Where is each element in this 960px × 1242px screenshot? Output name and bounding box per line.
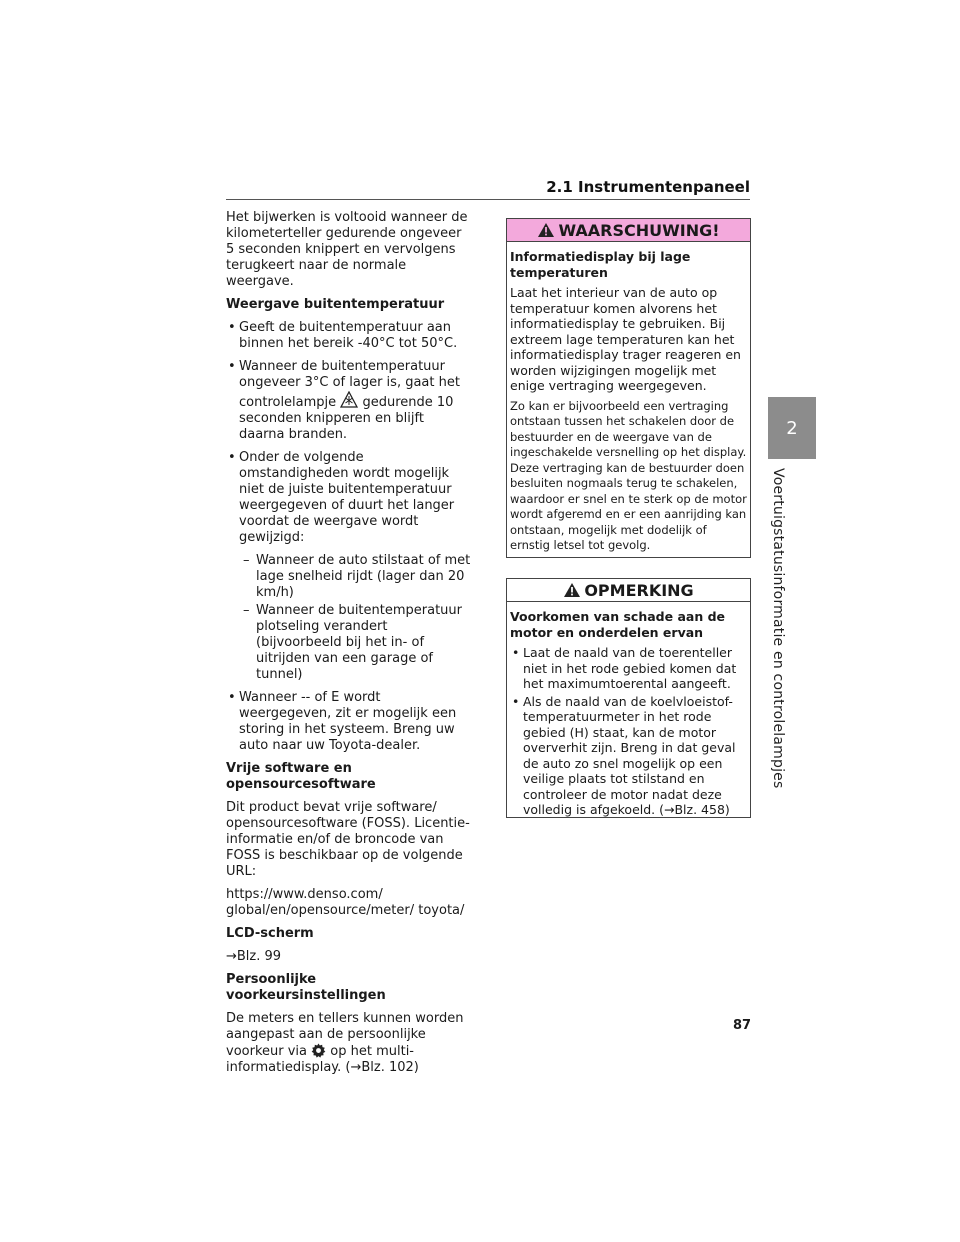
chapter-side-label: Voertuigstatusinformatie en controlelampjes [770,468,786,789]
page-number: 87 [733,1018,752,1033]
warning-box-header [507,219,750,242]
note-box [506,578,751,818]
list-item: • Geeft de buitentemperatuur aan binnen het bereik -40°C tot 50°C. [226,320,471,352]
section-title: 2.1 Instrumentenpaneel [546,178,750,196]
ice-warning-icon [340,391,358,409]
warning-paragraph: Laat het interieur van de auto op temperatuur komen alvorens het informatiedisplay te gebruiken. Bij extreem lage temperaturen kan het informatiedisplay trager reageren en worden wijzigingen mogelijk met enige vertraging weergegeven. [510,285,741,393]
chapter-number: 2 [786,417,798,439]
list-item: • Als de naald van de koelvloeistof-temperatuurmeter in het rode gebied (H) staat, kan de motor oververhit zijn. Breng in dat geval de auto zo snel mogelijk op een veilige plaats tot stilstand en controleer de motor nadat deze volledig is afgekoeld. (→Blz. 458) [510,694,747,818]
caution-triangle-icon [563,582,581,598]
foss-heading: Vrije software en opensourcesoftware [226,761,376,792]
header-divider [226,199,750,200]
preferences-paragraph: De meters en tellers kunnen worden aangepast aan de persoonlijke voorkeur via op het multi-informatiedisplay. (→Blz. 102) [226,1011,464,1075]
warning-box [506,218,751,558]
foss-url[interactable]: https://www.denso.com/ global/en/opensource/meter/ toyota/ [226,887,465,918]
left-column [226,210,471,1083]
gear-icon [311,1043,326,1058]
outside-temp-heading: Weergave buitentemperatuur [226,297,445,312]
intro-paragraph: Het bijwerken is voltooid wanneer de kilometerteller gedurende ongeveer 5 seconden knippert en vervolgens terugkeert naar de normale weergave. [226,210,468,289]
chapter-tab[interactable] [768,397,816,459]
sub-list-item: – Wanneer de buitentemperatuur plotseling verandert (bijvoorbeeld bij het in- of uitrijden van een garage of tunnel) [226,603,471,683]
warning-heading: Informatiedisplay bij lage temperaturen [510,249,691,280]
list-item: • Laat de naald van de toerenteller niet in het rode gebied komen dat het maximumtoerental aangeeft. [510,645,747,692]
list-item: • Wanneer -- of E wordt weergegeven, zit er mogelijk een storing in het systeem. Breng uw auto naar uw Toyota-dealer. [226,690,471,754]
foss-paragraph: Dit product bevat vrije software/ opensourcesoftware (FOSS). Licentie-informatie en/of de broncode van FOSS is beschikbaar op de volgende URL: [226,800,470,879]
lcd-heading: LCD-scherm [226,926,314,941]
lcd-page-reference[interactable]: →Blz. 99 [226,949,282,964]
note-box-header [507,579,750,602]
preferences-heading: Persoonlijke voorkeursinstellingen [226,972,386,1003]
sub-list-item: – Wanneer de auto stilstaat of met lage snelheid rijdt (lager dan 20 km/h) [226,553,471,601]
list-item: • Onder de volgende omstandigheden wordt mogelijk niet de juiste buitentemperatuur weergegeven of duurt het langer voordat de weergave wordt gewijzigd: [226,450,471,546]
note-heading: Voorkomen van schade aan de motor en onderdelen ervan [510,609,725,640]
warning-title: WAARSCHUWING! [558,220,720,240]
note-title: OPMERKING [584,580,694,600]
list-item: • Wanneer de buitentemperatuur ongeveer 3°C of lager is, gaat het controlelampje gedurende 10 seconden knipperen en blijft daarna branden. [226,359,471,443]
warning-paragraph: Zo kan er bijvoorbeeld een vertraging ontstaan tussen het schakelen door de bestuurder en de weergave van de ingeschakelde versnelling op het display. Deze vertraging kan de bestuurder doen besluiten nogmaals terug te schakelen, waardoor er snel en te sterk op de motor wordt afgeremd en er een aanrijding kan ontstaan, mogelijk met dodelijk of ernstig letsel tot gevolg. [510,398,747,552]
warning-triangle-icon [537,222,555,238]
